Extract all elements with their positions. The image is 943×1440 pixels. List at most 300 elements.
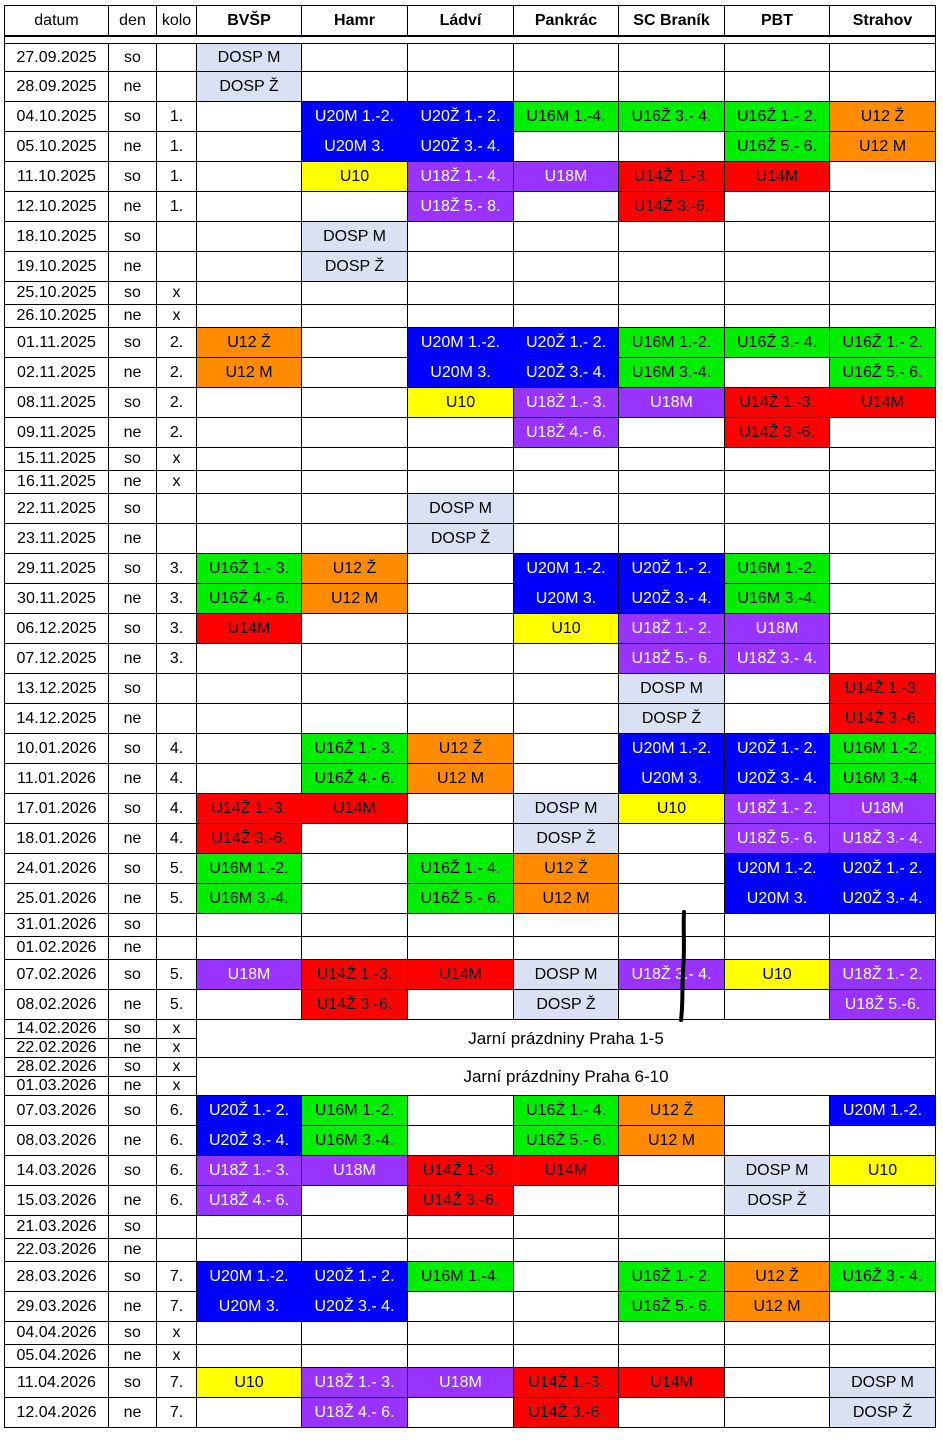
match-cell: U12 M: [197, 358, 302, 388]
date-cell: 25.10.2025: [5, 282, 109, 305]
match-cell: [302, 1186, 408, 1216]
match-cell: [619, 1186, 725, 1216]
match-cell: U10: [619, 794, 725, 824]
round-cell: 1.: [157, 132, 197, 162]
match-cell: U12 Ž: [408, 734, 514, 764]
match-cell: [619, 524, 725, 554]
match-cell: [302, 614, 408, 644]
date-cell: 11.10.2025: [5, 162, 109, 192]
pen-mark: [677, 910, 689, 1022]
match-cell: DOSP M: [725, 1156, 830, 1186]
header-venue-strahov: Strahov: [830, 6, 936, 37]
match-cell: [197, 494, 302, 524]
match-cell: U18M: [197, 960, 302, 990]
match-cell: U12 Ž: [514, 854, 619, 884]
match-cell: U18Ž 4.- 6.: [302, 1398, 408, 1428]
match-cell: [408, 222, 514, 252]
match-cell: [830, 1186, 936, 1216]
match-cell: [619, 1239, 725, 1262]
schedule-row: [5, 282, 936, 305]
match-cell: U20M 3.: [302, 132, 408, 162]
match-cell: [197, 1398, 302, 1428]
day-cell: so: [109, 734, 157, 764]
match-cell: U20M 1.-2.: [197, 1262, 302, 1292]
match-cell: U20Ž 1.- 2.: [408, 102, 514, 132]
match-cell: U20Ž 3.- 4.: [514, 358, 619, 388]
match-cell: U20M 1.-2.: [408, 328, 514, 358]
header-kolo: kolo: [157, 6, 197, 37]
match-cell: U20M 1.-2.: [514, 554, 619, 584]
match-cell: U20Ž 1.- 2.: [619, 554, 725, 584]
match-cell: U14Ž 3.-6.: [830, 704, 936, 734]
match-cell: [408, 1345, 514, 1368]
header-venue-pbt: PBT: [725, 6, 830, 37]
day-cell: so: [109, 1368, 157, 1398]
match-cell: U16Ž 5.- 6.: [830, 358, 936, 388]
date-cell: 18.10.2025: [5, 222, 109, 252]
match-cell: [197, 162, 302, 192]
round-cell: 1.: [157, 162, 197, 192]
match-cell: U16Ž 5.- 6.: [619, 1292, 725, 1322]
match-cell: [619, 1345, 725, 1368]
match-cell: [408, 824, 514, 854]
date-cell: 22.03.2026: [5, 1239, 109, 1262]
match-cell: U20Ž 3.- 4.: [725, 764, 830, 794]
round-cell: 2.: [157, 388, 197, 418]
match-cell: [514, 524, 619, 554]
date-cell: 01.11.2025: [5, 328, 109, 358]
match-cell: [408, 990, 514, 1020]
round-cell: 7.: [157, 1398, 197, 1428]
schedule-row: [5, 1322, 936, 1345]
round-cell: 4.: [157, 734, 197, 764]
round-cell: 5.: [157, 884, 197, 914]
match-cell: [514, 448, 619, 471]
match-cell: U20Ž 3.- 4.: [830, 884, 936, 914]
match-cell: [619, 222, 725, 252]
round-cell: 3.: [157, 554, 197, 584]
match-cell: U16M 3.-4.: [302, 1126, 408, 1156]
match-cell: DOSP M: [514, 960, 619, 990]
schedule-row: [5, 448, 936, 471]
match-cell: [302, 1216, 408, 1239]
match-cell: U14Ž 1.-3.: [619, 162, 725, 192]
match-cell: U18Ž 1.- 3.: [197, 1156, 302, 1186]
date-cell: 04.10.2025: [5, 102, 109, 132]
day-cell: ne: [109, 824, 157, 854]
day-cell: so: [109, 222, 157, 252]
round-cell: 2.: [157, 418, 197, 448]
match-cell: U14Ž 1.-3.: [302, 960, 408, 990]
holiday-note: Jarní prázdniny Praha 6-10: [197, 1058, 936, 1096]
day-cell: ne: [109, 937, 157, 960]
date-cell: 06.12.2025: [5, 614, 109, 644]
round-cell: 4.: [157, 824, 197, 854]
match-cell: U16Ž 3.- 4.: [619, 102, 725, 132]
match-cell: [514, 1186, 619, 1216]
match-cell: [408, 1322, 514, 1345]
schedule-row: [5, 328, 936, 358]
day-cell: so: [109, 388, 157, 418]
match-cell: [197, 222, 302, 252]
match-cell: [514, 192, 619, 222]
schedule-row: [5, 252, 936, 282]
match-cell: [197, 704, 302, 734]
round-cell: 7.: [157, 1262, 197, 1292]
schedule-row: [5, 72, 936, 102]
match-cell: [197, 471, 302, 494]
schedule-row: [5, 824, 936, 854]
match-cell: [302, 937, 408, 960]
match-cell: U12 M: [514, 884, 619, 914]
match-cell: U20M 3.: [619, 764, 725, 794]
match-cell: [514, 1322, 619, 1345]
round-cell: 6.: [157, 1096, 197, 1126]
match-cell: DOSP Ž: [619, 704, 725, 734]
match-cell: [197, 305, 302, 328]
match-cell: [302, 704, 408, 734]
day-cell: ne: [109, 1039, 157, 1058]
day-cell: ne: [109, 644, 157, 674]
day-cell: so: [109, 448, 157, 471]
day-cell: ne: [109, 990, 157, 1020]
match-cell: [830, 252, 936, 282]
round-cell: [157, 1216, 197, 1239]
match-cell: [408, 72, 514, 102]
match-cell: U18Ž 1.- 2.: [619, 614, 725, 644]
match-cell: [514, 1216, 619, 1239]
round-cell: 3.: [157, 584, 197, 614]
schedule-row: [5, 524, 936, 554]
day-cell: ne: [109, 1345, 157, 1368]
date-cell: 28.03.2026: [5, 1262, 109, 1292]
match-cell: [302, 524, 408, 554]
match-cell: [725, 674, 830, 704]
match-cell: U20Ž 1.- 2.: [197, 1096, 302, 1126]
date-cell: 07.02.2026: [5, 960, 109, 990]
date-cell: 22.11.2025: [5, 494, 109, 524]
match-cell: [725, 1216, 830, 1239]
date-cell: 08.03.2026: [5, 1126, 109, 1156]
day-cell: ne: [109, 1239, 157, 1262]
match-cell: [408, 305, 514, 328]
day-cell: ne: [109, 418, 157, 448]
match-cell: U20Ž 1.- 2.: [514, 328, 619, 358]
match-cell: [830, 72, 936, 102]
match-cell: [514, 72, 619, 102]
schedule-row: [5, 937, 936, 960]
match-cell: U12 M: [619, 1126, 725, 1156]
match-cell: U18Ž 3.- 4.: [725, 644, 830, 674]
round-cell: [157, 44, 197, 72]
match-cell: U18Ž 4.- 6.: [197, 1186, 302, 1216]
date-cell: 14.03.2026: [5, 1156, 109, 1186]
round-cell: 1.: [157, 102, 197, 132]
match-cell: U14M: [302, 794, 408, 824]
match-cell: [302, 418, 408, 448]
match-cell: [619, 252, 725, 282]
round-cell: x: [157, 1058, 197, 1077]
match-cell: [514, 674, 619, 704]
match-cell: [619, 1322, 725, 1345]
match-cell: [514, 282, 619, 305]
match-cell: [197, 448, 302, 471]
spacer-cell: [5, 36, 936, 44]
match-cell: U12 Ž: [725, 1262, 830, 1292]
match-cell: U10: [197, 1368, 302, 1398]
match-cell: [302, 494, 408, 524]
round-cell: [157, 72, 197, 102]
day-cell: so: [109, 794, 157, 824]
match-cell: [830, 1126, 936, 1156]
match-cell: [830, 1292, 936, 1322]
match-cell: U16Ž 5.- 6.: [725, 132, 830, 162]
match-cell: [302, 854, 408, 884]
match-cell: [725, 222, 830, 252]
match-cell: U12 Ž: [830, 102, 936, 132]
match-cell: U10: [408, 388, 514, 418]
round-cell: [157, 222, 197, 252]
date-cell: 08.02.2026: [5, 990, 109, 1020]
day-cell: so: [109, 854, 157, 884]
schedule-row: [5, 554, 936, 584]
date-cell: 12.10.2025: [5, 192, 109, 222]
match-cell: U20M 3.: [408, 358, 514, 388]
match-cell: [197, 102, 302, 132]
round-cell: 5.: [157, 990, 197, 1020]
match-cell: U18Ž 5.- 6.: [725, 824, 830, 854]
match-cell: U14Ž 1.-3.: [514, 1368, 619, 1398]
match-cell: [408, 1216, 514, 1239]
match-cell: [830, 222, 936, 252]
match-cell: U12 Ž: [619, 1096, 725, 1126]
date-cell: 01.02.2026: [5, 937, 109, 960]
match-cell: [197, 388, 302, 418]
schedule-row: [5, 102, 936, 132]
day-cell: so: [109, 960, 157, 990]
match-cell: [725, 44, 830, 72]
date-cell: 12.04.2026: [5, 1398, 109, 1428]
match-cell: U14M: [408, 960, 514, 990]
match-cell: [830, 418, 936, 448]
match-cell: [408, 282, 514, 305]
match-cell: U18Ž 4.- 6.: [514, 418, 619, 448]
match-cell: [725, 282, 830, 305]
round-cell: x: [157, 282, 197, 305]
match-cell: DOSP Ž: [725, 1186, 830, 1216]
match-cell: [619, 1156, 725, 1186]
match-cell: U14M: [514, 1156, 619, 1186]
match-cell: U18Ž 1.- 4.: [408, 162, 514, 192]
date-cell: 15.11.2025: [5, 448, 109, 471]
match-cell: U18M: [514, 162, 619, 192]
match-cell: U14Ž 3.-6.: [197, 824, 302, 854]
schedule-row: [5, 162, 936, 192]
date-cell: 30.11.2025: [5, 584, 109, 614]
schedule-row: [5, 960, 936, 990]
schedule-row: [5, 734, 936, 764]
match-cell: [725, 1096, 830, 1126]
schedule-row: [5, 44, 936, 72]
match-cell: U14Ž 1.-3.: [725, 388, 830, 418]
match-cell: U20M 3.: [514, 584, 619, 614]
match-cell: [408, 1126, 514, 1156]
match-cell: [830, 44, 936, 72]
schedule-row: [5, 1020, 936, 1039]
match-cell: [302, 914, 408, 937]
match-cell: U16Ž 1.- 3.: [197, 554, 302, 584]
match-cell: [302, 305, 408, 328]
match-cell: [408, 1292, 514, 1322]
match-cell: [619, 824, 725, 854]
day-cell: ne: [109, 1292, 157, 1322]
round-cell: 6.: [157, 1126, 197, 1156]
match-cell: [830, 524, 936, 554]
match-cell: U16Ž 4.- 6.: [302, 764, 408, 794]
match-cell: [619, 448, 725, 471]
match-cell: [514, 252, 619, 282]
day-cell: ne: [109, 1186, 157, 1216]
match-cell: U16M 3.-4.: [830, 764, 936, 794]
match-cell: U18Ž 1.- 3.: [514, 388, 619, 418]
date-cell: 27.09.2025: [5, 44, 109, 72]
day-cell: ne: [109, 524, 157, 554]
match-cell: U18Ž 1.- 2.: [830, 960, 936, 990]
match-cell: [619, 471, 725, 494]
day-cell: ne: [109, 252, 157, 282]
round-cell: 2.: [157, 358, 197, 388]
match-cell: [302, 72, 408, 102]
schedule-row: [5, 674, 936, 704]
match-cell: [197, 764, 302, 794]
match-cell: [408, 614, 514, 644]
match-cell: U14Ž 3.-6.: [725, 418, 830, 448]
match-cell: [514, 644, 619, 674]
round-cell: [157, 494, 197, 524]
match-cell: [197, 252, 302, 282]
match-cell: U16Ž 3.- 4.: [830, 1262, 936, 1292]
match-cell: [830, 584, 936, 614]
match-cell: U18Ž 3.- 4.: [830, 824, 936, 854]
match-cell: U18Ž 5.-6.: [830, 990, 936, 1020]
header-datum: datum: [5, 6, 109, 37]
match-cell: [830, 448, 936, 471]
schedule-row: [5, 614, 936, 644]
match-cell: [408, 794, 514, 824]
match-cell: [514, 132, 619, 162]
match-cell: [408, 418, 514, 448]
match-cell: U14M: [619, 1368, 725, 1398]
match-cell: [830, 305, 936, 328]
header-venue-ladvi: Ládví: [408, 6, 514, 37]
round-cell: 7.: [157, 1368, 197, 1398]
schedule-row: [5, 388, 936, 418]
schedule-row: [5, 305, 936, 328]
match-cell: [619, 132, 725, 162]
day-cell: ne: [109, 584, 157, 614]
day-cell: ne: [109, 764, 157, 794]
match-cell: U20Ž 1.- 2.: [830, 854, 936, 884]
schedule-row: [5, 132, 936, 162]
match-cell: DOSP Ž: [514, 824, 619, 854]
match-cell: [408, 448, 514, 471]
day-cell: ne: [109, 1077, 157, 1096]
match-cell: DOSP M: [514, 794, 619, 824]
match-cell: [302, 192, 408, 222]
match-cell: [197, 282, 302, 305]
match-cell: [197, 1239, 302, 1262]
day-cell: ne: [109, 704, 157, 734]
match-cell: U16Ž 5.- 6.: [514, 1126, 619, 1156]
match-cell: [302, 674, 408, 704]
round-cell: x: [157, 305, 197, 328]
match-cell: [408, 1398, 514, 1428]
day-cell: so: [109, 914, 157, 937]
date-cell: 10.01.2026: [5, 734, 109, 764]
match-cell: [514, 305, 619, 328]
match-cell: U14Ž 1.-3.: [408, 1156, 514, 1186]
date-cell: 04.04.2026: [5, 1322, 109, 1345]
round-cell: x: [157, 1345, 197, 1368]
match-cell: [302, 388, 408, 418]
match-cell: [197, 192, 302, 222]
match-cell: U10: [514, 614, 619, 644]
date-cell: 26.10.2025: [5, 305, 109, 328]
match-cell: U20M 1.-2.: [830, 1096, 936, 1126]
match-cell: [725, 1239, 830, 1262]
match-cell: [830, 937, 936, 960]
match-cell: U16M 1.-2.: [197, 854, 302, 884]
round-cell: x: [157, 1020, 197, 1039]
match-cell: [619, 914, 725, 937]
round-cell: x: [157, 471, 197, 494]
match-cell: [408, 1239, 514, 1262]
schedule-row: [5, 854, 936, 884]
match-cell: [302, 884, 408, 914]
match-cell: U18M: [725, 614, 830, 644]
match-cell: [408, 584, 514, 614]
date-cell: 08.11.2025: [5, 388, 109, 418]
match-cell: [408, 644, 514, 674]
match-cell: U20Ž 3.- 4.: [408, 132, 514, 162]
match-cell: [725, 704, 830, 734]
schedule-row: [5, 1239, 936, 1262]
day-cell: ne: [109, 1398, 157, 1428]
match-cell: U14Ž 3.-6.: [619, 192, 725, 222]
match-cell: [514, 471, 619, 494]
schedule-row: [5, 584, 936, 614]
match-cell: U14M: [830, 388, 936, 418]
match-cell: U18Ž 1.- 3.: [302, 1368, 408, 1398]
round-cell: 5.: [157, 960, 197, 990]
match-cell: U18M: [408, 1368, 514, 1398]
day-cell: ne: [109, 132, 157, 162]
match-cell: [302, 644, 408, 674]
match-cell: [197, 132, 302, 162]
schedule-row: [5, 884, 936, 914]
round-cell: 3.: [157, 644, 197, 674]
match-cell: [197, 1216, 302, 1239]
match-cell: [725, 358, 830, 388]
match-cell: [514, 1292, 619, 1322]
round-cell: x: [157, 448, 197, 471]
match-cell: U18M: [619, 388, 725, 418]
match-cell: [619, 1398, 725, 1428]
schedule-row: [5, 704, 936, 734]
match-cell: U14Ž 3.-6.: [302, 990, 408, 1020]
match-cell: U14M: [197, 614, 302, 644]
match-cell: [197, 674, 302, 704]
